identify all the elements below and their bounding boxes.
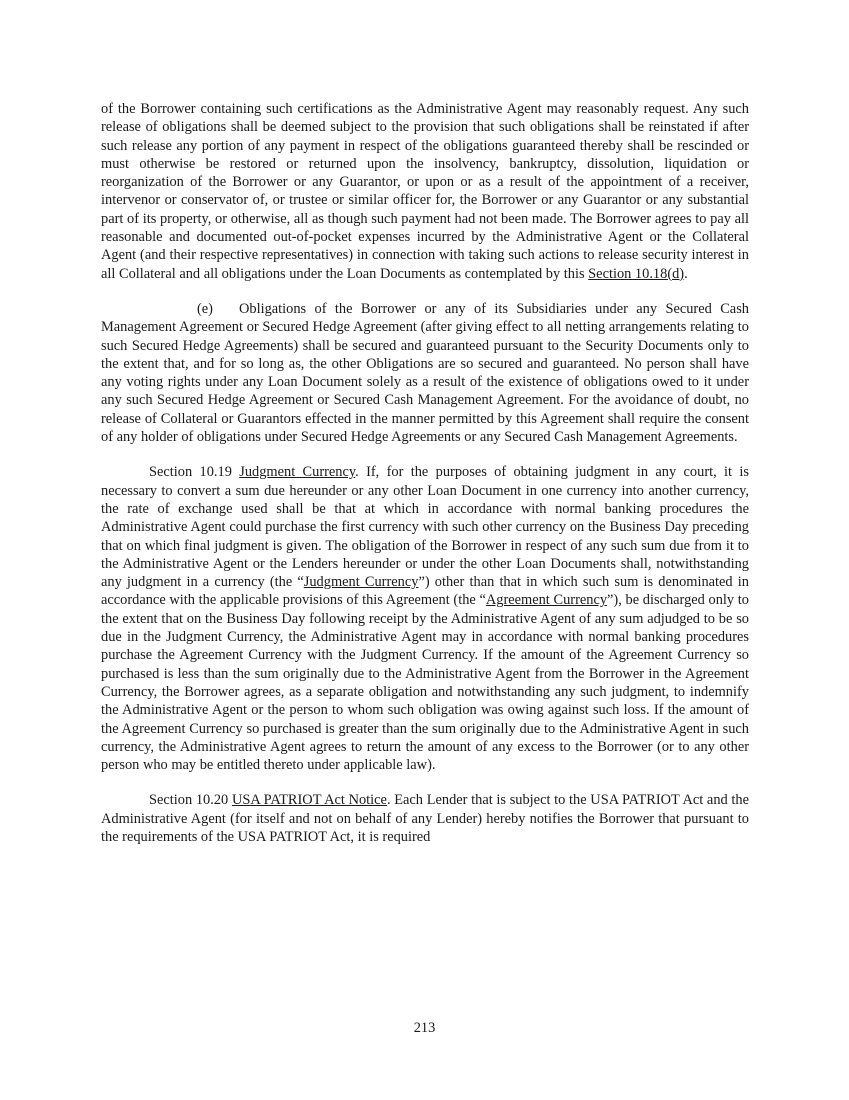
subsection-e-label: (e) bbox=[197, 300, 213, 317]
section-10-20-heading: USA PATRIOT Act Notice bbox=[231, 792, 387, 809]
subsection-e-text: Obligations of the Borrower or any of its Subsidiaries under any Secured Cash Management Agreement or Secured Hedge Agreement (after giving effect to all netting arrangements relating to such Secured Hedge Agreements) shall be secured and guaranteed pursuant to the Security Documents only to the extent that, and for so long as, the other Obligations are so secured and guaranteed. No person shall have any voting rights under any Loan Document solely as a result of the existence of obligations owed to it under any such Secured Hedge Agreement or Secured Cash Management Agreement. For the avoidance of doubt, no release of Collateral or Guarantors effected in the manner permitted by this Agreement shall require the consent of any holder of obligations under Secured Hedge Agreements or any Secured Cash Management Agreements. bbox=[101, 300, 749, 446]
section-10-19-text-2: ”) other than that in which such sum is denominated in accordance with the applicable provisions of this Agreement (the “ bbox=[101, 574, 749, 609]
section-10-20-number: Section 10.20 bbox=[149, 792, 229, 809]
paragraph-continued bbox=[101, 100, 749, 283]
section-10-19-text-3: ”), be discharged only to the extent that on the Business Day following receipt by the Administrative Agent of any sum adjudged to be so due in the Judgment Currency, the Administrative Agent may in accordance with normal banking procedures purchase the Agreement Currency with the Judgment Currency. If the amount of the Agreement Currency so purchased is less than the sum originally due to the Administrative Agent from the Borrower in the Agreement Currency, the Borrower agrees, as a separate obligation and notwithstanding any such judgment, to indemnify the Administrative Agent or the person to whom such obligation was owing against such loss. If the amount of the Agreement Currency so purchased is greater than the sum originally due to the Administrative Agent in such currency, the Administrative Agent agrees to return the amount of any excess to the Borrower (or to any other person who may be entitled thereto under applicable law). bbox=[101, 592, 750, 774]
section-10-20 bbox=[101, 791, 749, 846]
section-10-19 bbox=[101, 463, 749, 774]
defined-term-agreement-currency: Agreement Currency bbox=[485, 592, 608, 609]
paragraph-continued-tail: . bbox=[684, 265, 688, 282]
defined-term-judgment-currency: Judgment Currency bbox=[303, 574, 419, 591]
document-page bbox=[101, 100, 749, 863]
subsection-e bbox=[101, 300, 749, 446]
section-reference-link: Section 10.18(d) bbox=[588, 265, 685, 282]
section-10-19-heading: Judgment Currency bbox=[239, 464, 356, 481]
section-10-20-text: . Each Lender that is subject to the USA PATRIOT Act and the Administrative Agent (for itself and not on behalf of any Lender) hereby notifies the Borrower that pursuant to the requirements of the USA PATRIOT Act, it is required bbox=[101, 792, 749, 845]
page-number: 213 bbox=[413, 1020, 436, 1036]
section-10-19-number: Section 10.19 bbox=[149, 464, 232, 481]
section-10-19-text-1: . If, for the purposes of obtaining judgment in any court, it is necessary to convert a sum due hereunder or any other Loan Document in one currency into another currency, the rate of exchange used shall be that at which in accordance with normal banking procedures the Administrative Agent could purchase the first currency with such other currency on the Business Day preceding that on which final judgment is given. The obligation of the Borrower in respect of any such sum due from it to the Administrative Agent or the Lenders hereunder or under the other Loan Documents shall, notwithstanding any judgment in a currency (the “ bbox=[101, 464, 749, 591]
paragraph-continued-text: of the Borrower containing such certifications as the Administrative Agent may reasonably request. Any such release of obligations shall be deemed subject to the provision that such obligations shall be reinstated if after such release any portion of any payment in respect of the obligations guaranteed thereby shall be rescinded or must otherwise be restored or returned upon the insolvency, bankruptcy, dissolution, liquidation or reorganization of the Borrower or any Guarantor, or upon or as a result of the appointment of a receiver, intervenor or conservator of, or trustee or similar officer for, the Borrower or any Guarantor or any substantial part of its property, or otherwise, all as though such payment had not been made. The Borrower agrees to pay all reasonable and documented out-of-pocket expenses incurred by the Administrative Agent or the Collateral Agent (and their respective representatives) in connection with taking such actions to release security interest in all Collateral and all obligations under the Loan Documents as contemplated by this bbox=[101, 101, 749, 282]
